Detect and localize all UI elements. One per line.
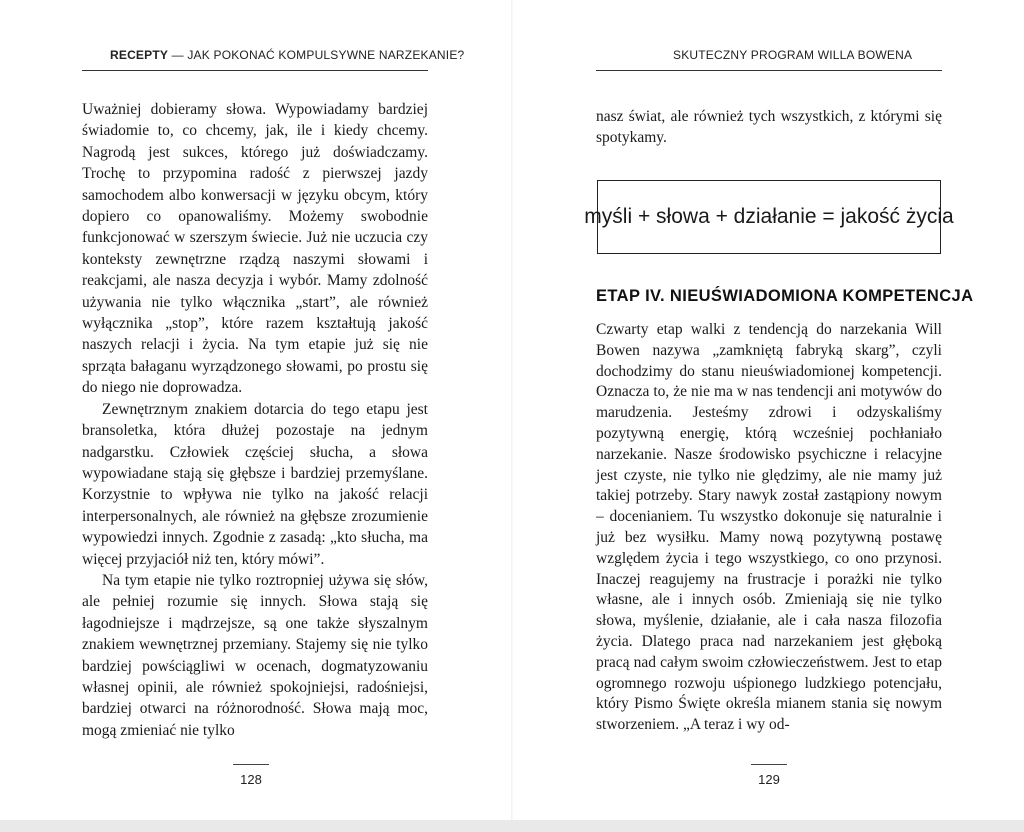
section-paragraph: Czwarty etap walki z tendencją do narzekania Will Bowen nazywa „zamkniętą fabryką skarg”, czyli dochodzimy do stanu nieuświadomionej kompetencji. Oznacza to, że nie ma w nas tendencji ani motywów do marudzenia. Jesteśmy zdrowi i odzyskaliśmy pozytywną energię, którą wcześniej pochłaniało narzekanie. Nasze środowisko psychiczne i relacyjne jest czyste, nie tylko nie ględzimy, ale nie mamy już takiej potrzeby. Stary nawyk został zastąpiony nowym – docenianiem. Tu wszystko dokonuje się naturalnie i już bez wysiłku. Mamy nową pozytywną postawę względem życia i tego wszystkiego, co ono przynosi. Inaczej reagujemy na frustracje i porażki nie tylko własne, ale i innych osób. Zmieniają się nie tylko słowa, myślenie, działanie, ale i cała nasza filozofia życia. Dlatego praca nad narzekaniem jest głęboką pracą nad całym swoim człowieczeństwem. Jest to etap ogromnego rozwoju uśpionego ludzkiego potencjału, który Pismo Święte określa mianem stania się nowym stworzeniem. „A teraz i wy od-	[596, 321, 942, 734]
left-paragraph-2: Zewnętrznym znakiem dotarcia do tego etapu jest bransoletka, która dłużej pozostaje na jednym nadgarstku. Człowiek częściej słucha, a słowa wypowiadane stają się głębsze i bardziej przemyślane. Korzystnie to wpływa nie tylko na jakość relacji interpersonalnych, ale również na głębsze zrozumienie wypowiedzi innych. Zgodnie z zasadą: „kto słucha, ma więcej przyjaciół niż ten, który mówi”.	[82, 400, 428, 568]
section-body-text	[596, 320, 942, 736]
formula-text: myśli + słowa + działanie = jakość życia	[584, 205, 954, 228]
left-head-rule	[82, 70, 428, 71]
running-head-bold: RECEPTY	[110, 48, 169, 62]
right-head-rule	[596, 70, 942, 71]
left-paragraph-1: Uważniej dobieramy słowa. Wypowiadamy bardziej świadomie to, co chcemy, jak, ile i kiedy chcemy. Nagrodą jest sukces, którego już doświadczamy. Trochę to przypomina radość z pierwszej jazdy samochodem albo konwersacji w języku obcym, który dopiero co opanowaliśmy. Możemy swobodnie funkcjonować w szerszym świecie. Już nie uczucia czy konteksty zewnętrzne rządzą naszymi słowami i reakcjami, ale nasza decyzja i wybór. Mamy zdolność używania nie tylko włącznika „start”, ale również wyłącznika „stop”, które razem kształtują jakość naszych relacji i życia. Na tym etapie już się nie sprząta bałaganu wyrządzonego słowami, po prostu się do niego nie doprowadza.	[82, 101, 428, 397]
continuation-paragraph: nasz świat, ale również tych wszystkich, z którymi się spotykamy.	[596, 108, 942, 147]
left-folio-rule	[233, 764, 269, 765]
left-running-head	[110, 48, 464, 62]
page-bottom-edge	[0, 820, 1024, 832]
page-number-left: 128	[240, 772, 262, 787]
left-body-text	[82, 99, 428, 741]
formula-box	[584, 180, 954, 254]
running-head-rest: — JAK POKONAĆ KOMPULSYWNE NARZEKANIE?	[168, 48, 465, 62]
left-paragraph-3: Na tym etapie nie tylko roztropniej używa się słów, ale pełniej rozumie się innych. Słowa stają się łagodniejsze i mądrzejsze, są one także słyszalnym znakiem wewnętrznej przemiany. Stajemy się nie tylko bardziej powściągliwi w ocenach, dogmatyzowaniu własnej opinii, ale również spokojniejsi, radośniejsi, bardziej otwarci na różnorodność. Słowa mają moc, mogą zmieniać nie tylko	[82, 571, 428, 739]
right-running-head: SKUTECZNY PROGRAM WILLA BOWENA	[673, 48, 913, 62]
section-heading: ETAP IV. NIEUŚWIADOMIONA KOMPETENCJA	[596, 287, 974, 305]
right-continuation-text	[596, 106, 942, 149]
book-gutter	[511, 0, 513, 820]
page-number-right: 129	[758, 772, 780, 787]
right-folio-rule	[751, 764, 787, 765]
